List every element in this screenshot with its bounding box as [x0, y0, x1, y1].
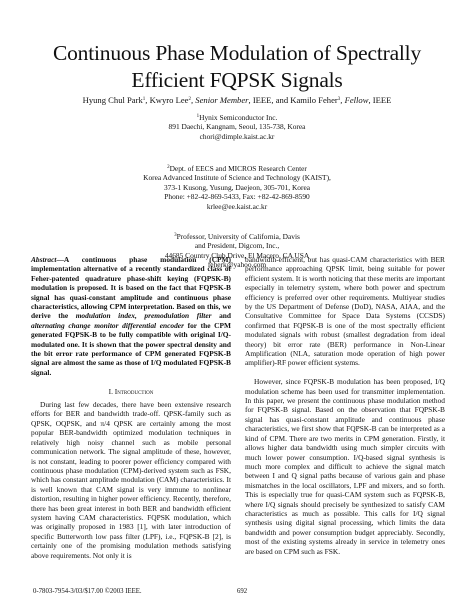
page-number: 692: [237, 588, 248, 595]
aff2-sup: 2: [167, 165, 170, 170]
aff1-email: chori@dimple.kaist.ac.kr: [199, 131, 275, 141]
author-1-sup: 1: [142, 97, 146, 102]
aff2-line: Korea Advanced Institute of Science and Technology (KAIST),: [143, 173, 331, 183]
aff3-line: and President, Digcom, Inc.,: [194, 241, 280, 251]
aff3-line: Professor, University of California, Davis: [176, 232, 300, 241]
left-column: [31, 255, 231, 560]
aff3-email: feherk@yahoo.com: [207, 260, 267, 270]
author-2-sup: 2: [188, 97, 191, 102]
author-2: , Kwyro Lee: [145, 95, 189, 105]
author-3-ieee: , IEEE: [368, 95, 392, 105]
copyright-footer: 0-7803-7954-3/03/$17.00 ©2003 IEEE.: [33, 588, 142, 595]
aff2-email: krlee@ee.kaist.ac.kr: [206, 201, 268, 211]
affiliation-1: [0, 113, 474, 141]
section-heading-introduction: I. Introduction: [108, 386, 154, 396]
aff3-sup: 3: [174, 233, 177, 238]
abstract-dash: —: [56, 255, 64, 264]
right-column: [245, 255, 445, 556]
author-2-role: , Senior Member: [190, 95, 249, 105]
aff2-line: Dept. of EECS and MICROS Research Center: [169, 164, 307, 173]
abstract-emphasis: alternating change monitor differential encoder: [31, 320, 184, 330]
paper-title-line-1: Continuous Phase Modulation of Spectrally: [52, 41, 422, 65]
aff1-sup: 1: [196, 114, 200, 119]
author-2-ieee: , IEEE, and Kamilo Feher: [248, 95, 338, 105]
paper-title-line-2: Efficient FQPSK Signals: [131, 68, 343, 92]
author-3-role: , Fellow: [340, 95, 369, 105]
abstract-text: A continuous phase modulation (CPM) implementation alternative of a recently standardized class of Feher-patented quadrature phase-shift keying (FQPSK-B) modulation is proposed. It is based on the fact that FQPSK-B signal has quasi-constant amplitude and continuous phase characteristics, allowing CPM interpretation. Based on this, we derive the: [31, 255, 231, 321]
body-paragraph: However, since FQPSK-B modulation has been proposed, I/Q modulation scheme has been used for transmitter implementation. In this paper, we present the continuous phase modulation method for FQPSK-B signal. Based on the observation that FQPSK-B signal has quasi-constant amplitude and continuous phase characteristics, we first show that FQPSK-B can be interpreted as a kind of CPM. There are two merits in CPM generation. Firstly, it allows higher data bandwidth using much simpler circuits with much lower power consumption. I/Q-based signal synthesis is much more complex and difficult to achieve the signal match between I and Q signal paths because of various gain and phase mismatches in the local oscillators, LPF and mixers, and so forth. This is especially true for quasi-CAM system such as FQPSK-B, where I/Q signals should precisely be synthesized to satisfy CAM characteristics as much as possible. This calls for I/Q signal synthesis using digital signal processing, which limits the data bandwidth and power consumption budget appreciably. Secondly, most of the existing systems already in service in telemetry ones are based on CPM such as FSK.: [245, 377, 445, 556]
aff2-line: Phone: +82-42-869-5433, Fax: +82-42-869-8590: [164, 192, 310, 202]
aff2-line: 373-1 Kusong, Yusung, Daejeon, 305-701, Korea: [163, 182, 311, 192]
aff3-line: 44685 Country Club Drive, El Macero, CA USA: [164, 250, 310, 260]
author-3-sup: 3: [337, 97, 341, 102]
abstract-emphasis: modulation index, premodulation filter: [75, 311, 212, 321]
author-line: [0, 95, 474, 106]
intro-paragraph: During last few decades, there have been extensive research efforts for BER and bandwidth trade-off. QPSK-family such as QPSK, OQPSK, and π/4 QPSK are certainly among the most popular BER-bandwidth optimized modulation techniques in relatively high noisy channel such as mobile personal communication network. The signal amplitude of these, however, is not constant, leading to poorer power efficiency compared with continuous phase modulation (CPM)-derived system such as FSK, which has constant amplitude modulation (CAM) characteristics. It is well known that CAM signal is very immune to nonlinear distortion, resulting in higher power efficiency. Recently, therefore, there has been great interest in both BER and bandwidth efficient system having CAM characteristics. FQPSK modulation, which was originally proposed in 1983 [1], with later introduction of specific Butterworth low pass filter (LPF), i.e., FQPSK-B [2], is certainly one of the promising modulation methods satisfying above requirements. Not only it is: [31, 400, 231, 560]
aff1-line: 891 Daechi, Kangnam, Seoul, 135-738, Korea: [168, 122, 306, 132]
abstract-text: and: [211, 311, 231, 321]
aff1-line: Hynix Semiconductor Inc.: [199, 113, 278, 122]
author-1: Hyung Chul Park: [82, 95, 143, 105]
abstract: [31, 255, 231, 377]
body-paragraph: bandwidth-efficient, but has quasi-CAM characteristics with BER performance approaching QPSK limit, being suitable for power efficient system. It is worth noticing that these merits are important especially in telemetry system, where both power and spectrum efficiency is preferred over other requirements. Multiyear studies by the US Department of Defense (DoD), NASA, AIAA, and the Consultative Committee for Space Data Systems (CCSDS) confirmed that FQPSK-B is one of the most spectrally efficient modulated signals with robust (smallest degradation from ideal theory) bit error rate (BER) performance in Non-Linear Amplification (NLA, saturation mode operation of high power amplifier)-RF power efficient systems.: [245, 255, 445, 368]
affiliation-2: [0, 164, 474, 211]
abstract-label: Abstract: [31, 255, 57, 264]
abstract-text: for the CPM generated FQPSK-B to be fully compatible with original I/Q-modulated one. It is shown that the power spectral density and the bit error rate performance of CPM generated FQPSK-B signal are almost the same as those of I/Q modulated FQPSK-B signal.: [31, 320, 231, 377]
